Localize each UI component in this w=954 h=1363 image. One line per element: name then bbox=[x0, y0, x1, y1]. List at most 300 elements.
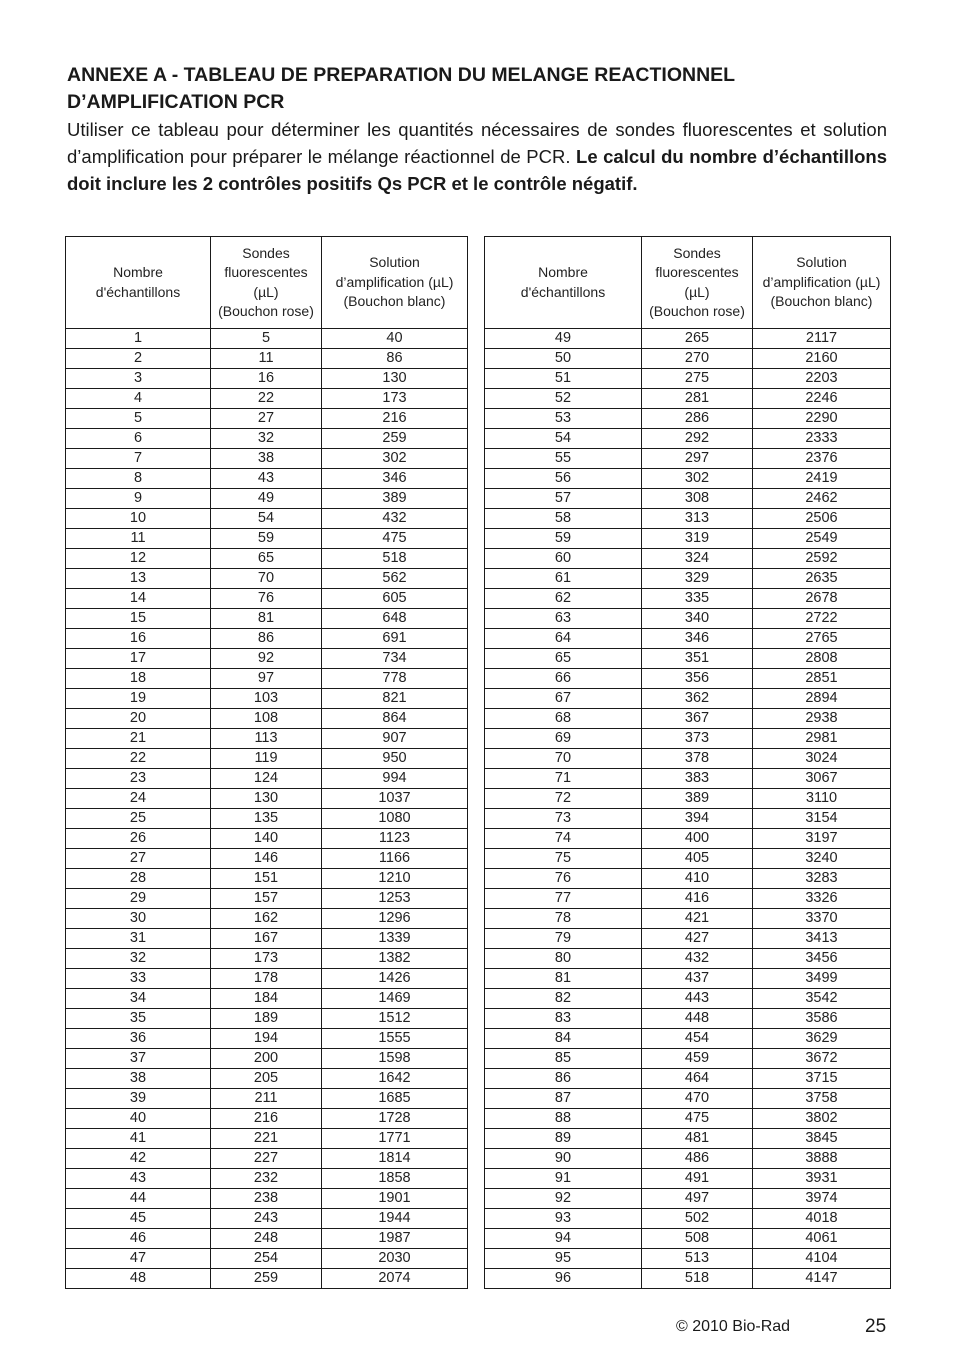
intro-paragraph bbox=[67, 116, 887, 197]
cell-solution: 2894 bbox=[753, 689, 891, 709]
cell-solution: 1858 bbox=[322, 1169, 468, 1189]
cell-solution: 1339 bbox=[322, 929, 468, 949]
page-title-line-2: D’AMPLIFICATION PCR bbox=[67, 91, 285, 113]
cell-samples: 57 bbox=[485, 489, 642, 509]
cell-samples: 13 bbox=[66, 569, 211, 589]
cell-samples: 50 bbox=[485, 349, 642, 369]
cell-solution: 3542 bbox=[753, 989, 891, 1009]
cell-probes: 475 bbox=[642, 1109, 753, 1129]
cell-samples: 2 bbox=[66, 349, 211, 369]
volume-table-left bbox=[65, 236, 468, 1289]
cell-probes: 351 bbox=[642, 649, 753, 669]
cell-samples: 33 bbox=[66, 969, 211, 989]
cell-probes: 43 bbox=[211, 469, 322, 489]
cell-samples: 23 bbox=[66, 769, 211, 789]
cell-solution: 2462 bbox=[753, 489, 891, 509]
cell-samples: 41 bbox=[66, 1129, 211, 1149]
header-probes: Sondes fluorescentes (µL) (Bouchon rose) bbox=[642, 237, 753, 329]
cell-probes: 497 bbox=[642, 1189, 753, 1209]
cell-probes: 432 bbox=[642, 949, 753, 969]
cell-solution: 3888 bbox=[753, 1149, 891, 1169]
table-row bbox=[485, 349, 891, 369]
cell-probes: 297 bbox=[642, 449, 753, 469]
cell-samples: 28 bbox=[66, 869, 211, 889]
table-row bbox=[485, 489, 891, 509]
cell-samples: 39 bbox=[66, 1089, 211, 1109]
cell-solution: 3283 bbox=[753, 869, 891, 889]
table-row bbox=[66, 329, 468, 349]
cell-samples: 92 bbox=[485, 1189, 642, 1209]
cell-probes: 103 bbox=[211, 689, 322, 709]
cell-probes: 502 bbox=[642, 1209, 753, 1229]
cell-solution: 3024 bbox=[753, 749, 891, 769]
cell-samples: 36 bbox=[66, 1029, 211, 1049]
table-row bbox=[485, 609, 891, 629]
table-row bbox=[66, 389, 468, 409]
table-row bbox=[66, 649, 468, 669]
cell-samples: 37 bbox=[66, 1049, 211, 1069]
table-row bbox=[485, 749, 891, 769]
cell-solution: 3154 bbox=[753, 809, 891, 829]
table-row bbox=[485, 389, 891, 409]
table-row bbox=[66, 689, 468, 709]
cell-samples: 53 bbox=[485, 409, 642, 429]
table-row bbox=[66, 809, 468, 829]
cell-probes: 243 bbox=[211, 1209, 322, 1229]
cell-probes: 173 bbox=[211, 949, 322, 969]
cell-solution: 3456 bbox=[753, 949, 891, 969]
cell-solution: 259 bbox=[322, 429, 468, 449]
cell-probes: 259 bbox=[211, 1269, 322, 1289]
table-row bbox=[66, 829, 468, 849]
cell-solution: 1512 bbox=[322, 1009, 468, 1029]
table-row bbox=[66, 1209, 468, 1229]
cell-probes: 27 bbox=[211, 409, 322, 429]
cell-probes: 76 bbox=[211, 589, 322, 609]
table-row bbox=[485, 629, 891, 649]
cell-samples: 64 bbox=[485, 629, 642, 649]
cell-solution: 86 bbox=[322, 349, 468, 369]
table-row bbox=[485, 509, 891, 529]
cell-solution: 778 bbox=[322, 669, 468, 689]
cell-samples: 22 bbox=[66, 749, 211, 769]
cell-probes: 86 bbox=[211, 629, 322, 649]
cell-solution: 2592 bbox=[753, 549, 891, 569]
cell-probes: 232 bbox=[211, 1169, 322, 1189]
page-title bbox=[67, 62, 827, 116]
cell-samples: 48 bbox=[66, 1269, 211, 1289]
cell-samples: 63 bbox=[485, 609, 642, 629]
table-row bbox=[66, 889, 468, 909]
table-row bbox=[66, 569, 468, 589]
cell-samples: 93 bbox=[485, 1209, 642, 1229]
table-row bbox=[66, 509, 468, 529]
table-row bbox=[485, 1009, 891, 1029]
table-row bbox=[485, 1109, 891, 1129]
table-row bbox=[485, 949, 891, 969]
cell-solution: 1944 bbox=[322, 1209, 468, 1229]
cell-probes: 270 bbox=[642, 349, 753, 369]
table-row bbox=[66, 1189, 468, 1209]
table-row bbox=[66, 409, 468, 429]
cell-samples: 74 bbox=[485, 829, 642, 849]
cell-probes: 319 bbox=[642, 529, 753, 549]
cell-solution: 2030 bbox=[322, 1249, 468, 1269]
cell-solution: 605 bbox=[322, 589, 468, 609]
cell-solution: 216 bbox=[322, 409, 468, 429]
cell-samples: 56 bbox=[485, 469, 642, 489]
cell-samples: 75 bbox=[485, 849, 642, 869]
cell-solution: 3499 bbox=[753, 969, 891, 989]
cell-samples: 58 bbox=[485, 509, 642, 529]
cell-probes: 49 bbox=[211, 489, 322, 509]
cell-samples: 21 bbox=[66, 729, 211, 749]
table-header-row bbox=[485, 237, 891, 329]
cell-solution: 4147 bbox=[753, 1269, 891, 1289]
table-row bbox=[66, 709, 468, 729]
cell-solution: 1210 bbox=[322, 869, 468, 889]
intro-text: Utiliser ce tableau pour déterminer les quantités nécessaires de sondes fluorescentes et solution d’amplification pour préparer le mélange réactionnel de PCR. bbox=[67, 119, 887, 167]
table-row bbox=[485, 709, 891, 729]
table-row bbox=[66, 469, 468, 489]
cell-solution: 4018 bbox=[753, 1209, 891, 1229]
cell-samples: 8 bbox=[66, 469, 211, 489]
cell-solution: 2938 bbox=[753, 709, 891, 729]
cell-solution: 734 bbox=[322, 649, 468, 669]
cell-probes: 448 bbox=[642, 1009, 753, 1029]
cell-probes: 329 bbox=[642, 569, 753, 589]
cell-samples: 55 bbox=[485, 449, 642, 469]
cell-probes: 378 bbox=[642, 749, 753, 769]
table-row bbox=[485, 529, 891, 549]
cell-probes: 135 bbox=[211, 809, 322, 829]
cell-probes: 162 bbox=[211, 909, 322, 929]
cell-probes: 518 bbox=[642, 1269, 753, 1289]
cell-solution: 173 bbox=[322, 389, 468, 409]
table-row bbox=[66, 789, 468, 809]
cell-samples: 27 bbox=[66, 849, 211, 869]
cell-samples: 86 bbox=[485, 1069, 642, 1089]
cell-samples: 90 bbox=[485, 1149, 642, 1169]
cell-probes: 437 bbox=[642, 969, 753, 989]
cell-samples: 20 bbox=[66, 709, 211, 729]
table-row bbox=[66, 769, 468, 789]
cell-probes: 292 bbox=[642, 429, 753, 449]
cell-samples: 54 bbox=[485, 429, 642, 449]
cell-solution: 2333 bbox=[753, 429, 891, 449]
header-samples: Nombre d'échantillons bbox=[485, 237, 642, 329]
cell-samples: 87 bbox=[485, 1089, 642, 1109]
cell-samples: 17 bbox=[66, 649, 211, 669]
cell-samples: 5 bbox=[66, 409, 211, 429]
table-row bbox=[485, 1069, 891, 1089]
cell-samples: 71 bbox=[485, 769, 642, 789]
cell-samples: 45 bbox=[66, 1209, 211, 1229]
cell-probes: 119 bbox=[211, 749, 322, 769]
cell-samples: 60 bbox=[485, 549, 642, 569]
table-row bbox=[485, 969, 891, 989]
cell-probes: 140 bbox=[211, 829, 322, 849]
cell-samples: 68 bbox=[485, 709, 642, 729]
footer-page-number: 25 bbox=[865, 1316, 887, 1337]
table-row bbox=[485, 869, 891, 889]
cell-probes: 238 bbox=[211, 1189, 322, 1209]
cell-solution: 562 bbox=[322, 569, 468, 589]
table-row bbox=[485, 329, 891, 349]
cell-probes: 356 bbox=[642, 669, 753, 689]
cell-samples: 32 bbox=[66, 949, 211, 969]
cell-solution: 2635 bbox=[753, 569, 891, 589]
page-title-line-1: ANNEXE A - TABLEAU DE PREPARATION DU MELANGE REACTIONNEL bbox=[67, 64, 736, 86]
cell-samples: 26 bbox=[66, 829, 211, 849]
cell-samples: 65 bbox=[485, 649, 642, 669]
table-row bbox=[485, 829, 891, 849]
cell-solution: 1253 bbox=[322, 889, 468, 909]
table-row bbox=[66, 1109, 468, 1129]
table-row bbox=[66, 909, 468, 929]
cell-solution: 1814 bbox=[322, 1149, 468, 1169]
cell-probes: 248 bbox=[211, 1229, 322, 1249]
cell-solution: 2851 bbox=[753, 669, 891, 689]
cell-samples: 31 bbox=[66, 929, 211, 949]
cell-solution: 1296 bbox=[322, 909, 468, 929]
table-row bbox=[66, 529, 468, 549]
header-samples: Nombre d'échantillons bbox=[66, 237, 211, 329]
cell-probes: 302 bbox=[642, 469, 753, 489]
cell-samples: 72 bbox=[485, 789, 642, 809]
table-row bbox=[485, 449, 891, 469]
table-row bbox=[485, 689, 891, 709]
cell-probes: 313 bbox=[642, 509, 753, 529]
cell-probes: 54 bbox=[211, 509, 322, 529]
cell-samples: 95 bbox=[485, 1249, 642, 1269]
cell-probes: 32 bbox=[211, 429, 322, 449]
cell-solution: 2506 bbox=[753, 509, 891, 529]
table-row bbox=[66, 629, 468, 649]
cell-probes: 70 bbox=[211, 569, 322, 589]
table-row bbox=[485, 1029, 891, 1049]
table-row bbox=[485, 729, 891, 749]
cell-solution: 864 bbox=[322, 709, 468, 729]
cell-probes: 124 bbox=[211, 769, 322, 789]
header-solution: Solution d’amplification (µL) (Bouchon blanc) bbox=[322, 237, 468, 329]
cell-samples: 52 bbox=[485, 389, 642, 409]
cell-solution: 475 bbox=[322, 529, 468, 549]
cell-probes: 459 bbox=[642, 1049, 753, 1069]
cell-probes: 130 bbox=[211, 789, 322, 809]
cell-samples: 1 bbox=[66, 329, 211, 349]
cell-probes: 167 bbox=[211, 929, 322, 949]
cell-solution: 40 bbox=[322, 329, 468, 349]
table-row bbox=[485, 929, 891, 949]
cell-solution: 648 bbox=[322, 609, 468, 629]
cell-samples: 80 bbox=[485, 949, 642, 969]
cell-probes: 335 bbox=[642, 589, 753, 609]
cell-samples: 67 bbox=[485, 689, 642, 709]
cell-samples: 51 bbox=[485, 369, 642, 389]
table-row bbox=[66, 549, 468, 569]
cell-solution: 4061 bbox=[753, 1229, 891, 1249]
cell-probes: 216 bbox=[211, 1109, 322, 1129]
cell-samples: 6 bbox=[66, 429, 211, 449]
cell-solution: 2419 bbox=[753, 469, 891, 489]
table-row bbox=[66, 609, 468, 629]
cell-samples: 81 bbox=[485, 969, 642, 989]
table-row bbox=[485, 849, 891, 869]
cell-solution: 2981 bbox=[753, 729, 891, 749]
cell-samples: 82 bbox=[485, 989, 642, 1009]
cell-solution: 2376 bbox=[753, 449, 891, 469]
cell-samples: 30 bbox=[66, 909, 211, 929]
cell-probes: 394 bbox=[642, 809, 753, 829]
cell-samples: 38 bbox=[66, 1069, 211, 1089]
table-row bbox=[485, 1209, 891, 1229]
cell-solution: 3845 bbox=[753, 1129, 891, 1149]
cell-solution: 1598 bbox=[322, 1049, 468, 1069]
table-row bbox=[66, 429, 468, 449]
cell-probes: 211 bbox=[211, 1089, 322, 1109]
intro-bold-text: Le calcul du nombre d’échantillons doit inclure les 2 contrôles positifs Qs PCR et le contrôle négatif. bbox=[67, 146, 887, 194]
table-row bbox=[485, 1229, 891, 1249]
table-body-right bbox=[485, 329, 891, 1289]
cell-solution: 3758 bbox=[753, 1089, 891, 1109]
cell-solution: 3802 bbox=[753, 1109, 891, 1129]
table-row bbox=[485, 809, 891, 829]
cell-probes: 151 bbox=[211, 869, 322, 889]
cell-samples: 29 bbox=[66, 889, 211, 909]
cell-solution: 1642 bbox=[322, 1069, 468, 1089]
table-row bbox=[485, 669, 891, 689]
cell-probes: 38 bbox=[211, 449, 322, 469]
cell-samples: 61 bbox=[485, 569, 642, 589]
cell-solution: 3974 bbox=[753, 1189, 891, 1209]
cell-samples: 49 bbox=[485, 329, 642, 349]
cell-solution: 950 bbox=[322, 749, 468, 769]
cell-probes: 205 bbox=[211, 1069, 322, 1089]
table-row bbox=[485, 769, 891, 789]
table-row bbox=[66, 449, 468, 469]
header-solution: Solution d’amplification (µL) (Bouchon blanc) bbox=[753, 237, 891, 329]
cell-samples: 94 bbox=[485, 1229, 642, 1249]
cell-samples: 15 bbox=[66, 609, 211, 629]
table-row bbox=[485, 549, 891, 569]
table-row bbox=[66, 1089, 468, 1109]
cell-probes: 367 bbox=[642, 709, 753, 729]
cell-solution: 1987 bbox=[322, 1229, 468, 1249]
cell-probes: 340 bbox=[642, 609, 753, 629]
cell-probes: 346 bbox=[642, 629, 753, 649]
table-row bbox=[66, 1029, 468, 1049]
cell-solution: 821 bbox=[322, 689, 468, 709]
cell-solution: 1685 bbox=[322, 1089, 468, 1109]
table-row bbox=[66, 669, 468, 689]
cell-samples: 10 bbox=[66, 509, 211, 529]
table-row bbox=[485, 989, 891, 1009]
table-row bbox=[485, 909, 891, 929]
cell-solution: 2765 bbox=[753, 629, 891, 649]
cell-solution: 2246 bbox=[753, 389, 891, 409]
cell-samples: 40 bbox=[66, 1109, 211, 1129]
cell-samples: 69 bbox=[485, 729, 642, 749]
cell-solution: 2160 bbox=[753, 349, 891, 369]
cell-samples: 73 bbox=[485, 809, 642, 829]
cell-solution: 3370 bbox=[753, 909, 891, 929]
cell-samples: 84 bbox=[485, 1029, 642, 1049]
cell-solution: 1037 bbox=[322, 789, 468, 809]
cell-probes: 16 bbox=[211, 369, 322, 389]
cell-solution: 691 bbox=[322, 629, 468, 649]
cell-probes: 481 bbox=[642, 1129, 753, 1149]
cell-probes: 178 bbox=[211, 969, 322, 989]
table-row bbox=[485, 469, 891, 489]
cell-samples: 89 bbox=[485, 1129, 642, 1149]
table-row bbox=[66, 1069, 468, 1089]
table-row bbox=[66, 1269, 468, 1289]
cell-probes: 416 bbox=[642, 889, 753, 909]
footer-copyright: © 2010 Bio-Rad bbox=[676, 1318, 791, 1335]
cell-samples: 16 bbox=[66, 629, 211, 649]
cell-solution: 1123 bbox=[322, 829, 468, 849]
cell-solution: 2808 bbox=[753, 649, 891, 669]
cell-samples: 18 bbox=[66, 669, 211, 689]
table-row bbox=[485, 889, 891, 909]
cell-probes: 389 bbox=[642, 789, 753, 809]
cell-probes: 513 bbox=[642, 1249, 753, 1269]
table-row bbox=[485, 649, 891, 669]
table-row bbox=[485, 1189, 891, 1209]
volume-table-right bbox=[484, 236, 891, 1289]
cell-solution: 3672 bbox=[753, 1049, 891, 1069]
cell-probes: 265 bbox=[642, 329, 753, 349]
table-row bbox=[66, 969, 468, 989]
table-row bbox=[485, 1169, 891, 1189]
cell-probes: 427 bbox=[642, 929, 753, 949]
table-row bbox=[66, 989, 468, 1009]
cell-probes: 189 bbox=[211, 1009, 322, 1029]
cell-solution: 2074 bbox=[322, 1269, 468, 1289]
cell-probes: 308 bbox=[642, 489, 753, 509]
cell-samples: 96 bbox=[485, 1269, 642, 1289]
cell-probes: 221 bbox=[211, 1129, 322, 1149]
table-body-left bbox=[66, 329, 468, 1289]
cell-probes: 92 bbox=[211, 649, 322, 669]
cell-probes: 281 bbox=[642, 389, 753, 409]
cell-probes: 254 bbox=[211, 1249, 322, 1269]
cell-samples: 34 bbox=[66, 989, 211, 1009]
table-row bbox=[485, 1129, 891, 1149]
cell-samples: 44 bbox=[66, 1189, 211, 1209]
cell-solution: 994 bbox=[322, 769, 468, 789]
header-probes: Sondes fluorescentes (µL) (Bouchon rose) bbox=[211, 237, 322, 329]
cell-probes: 383 bbox=[642, 769, 753, 789]
cell-solution: 432 bbox=[322, 509, 468, 529]
cell-solution: 2290 bbox=[753, 409, 891, 429]
cell-samples: 70 bbox=[485, 749, 642, 769]
cell-solution: 302 bbox=[322, 449, 468, 469]
table-row bbox=[66, 869, 468, 889]
cell-solution: 1166 bbox=[322, 849, 468, 869]
cell-probes: 405 bbox=[642, 849, 753, 869]
cell-probes: 59 bbox=[211, 529, 322, 549]
cell-probes: 5 bbox=[211, 329, 322, 349]
cell-probes: 464 bbox=[642, 1069, 753, 1089]
cell-samples: 19 bbox=[66, 689, 211, 709]
cell-samples: 9 bbox=[66, 489, 211, 509]
cell-probes: 194 bbox=[211, 1029, 322, 1049]
table-row bbox=[66, 1009, 468, 1029]
cell-samples: 12 bbox=[66, 549, 211, 569]
cell-solution: 2549 bbox=[753, 529, 891, 549]
